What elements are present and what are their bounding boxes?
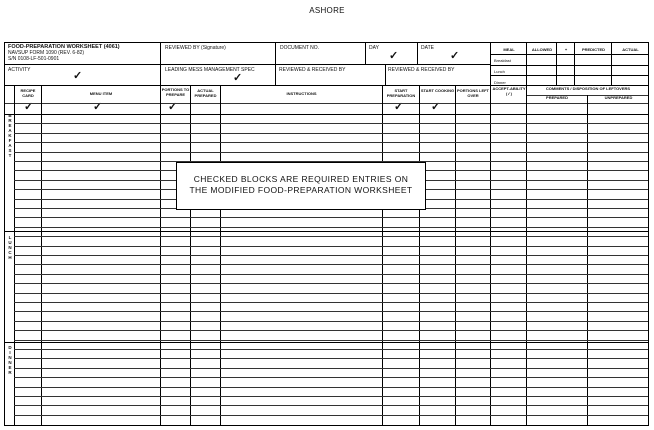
table-row [14, 133, 648, 134]
section-divider [5, 231, 648, 232]
meal-table-divider [574, 43, 575, 85]
table-row [14, 349, 648, 350]
table-row [14, 321, 648, 322]
meal-table-divider [611, 43, 612, 85]
date-check-mark: ✓ [450, 50, 460, 62]
checkmark-row-line [5, 114, 648, 115]
table-row [14, 217, 648, 218]
portions-to-prepare-header: PORTIONS TO PREPARE [161, 87, 190, 97]
serial-number: S/N 0108-LF-501-0901 [8, 56, 60, 62]
comments-sub-divider [587, 95, 588, 425]
dinner-section-label: D I N N E R [8, 345, 12, 375]
header-cell-divider [160, 43, 161, 64]
header-cell-divider [417, 43, 418, 64]
breakfast-section-label: B R E A K F A S T [8, 113, 12, 158]
column-header-line [5, 103, 648, 104]
food-preparation-worksheet [4, 42, 649, 426]
header-cell-divider [275, 43, 276, 64]
table-row [14, 227, 648, 228]
meal-header: MEAL [503, 47, 515, 52]
meal-row-lunch: Lunch [494, 69, 505, 74]
notice-line-1: CHECKED BLOCKS ARE REQUIRED ENTRIES ON [193, 174, 409, 184]
table-row [14, 405, 648, 406]
menu-item-check-mark: ✓ [93, 101, 103, 113]
allowed-header: ALLOWED [531, 47, 553, 52]
page-title: ASHORE [309, 6, 345, 15]
start-cooking-check-mark: ✓ [431, 101, 441, 113]
meal-table-divider [526, 43, 527, 85]
section-divider [5, 342, 648, 343]
table-row [14, 302, 648, 303]
start-preparation-header: START PREPARATION [386, 88, 416, 98]
start-cooking-header: START COOKING [420, 88, 455, 93]
document-no-label: DOCUMENT NO. [280, 45, 320, 51]
table-row [14, 330, 648, 331]
table-row [14, 152, 648, 153]
acceptability-header: ACCEPT-ABILITY (✓) [492, 86, 526, 96]
meal-row-breakfast: Breakfast [494, 58, 511, 63]
recipe-card-header: RECIPE CARD [20, 88, 36, 98]
table-row [14, 377, 648, 378]
instructions-header: INSTRUCTIONS [286, 91, 317, 96]
form-title: FOOD-PREPARATION WORKSHEET (4061) [8, 44, 120, 50]
table-row [14, 293, 648, 294]
start-preparation-check-mark: ✓ [394, 101, 404, 113]
meal-table-divider [556, 43, 557, 85]
table-row [14, 246, 648, 247]
table-row [14, 236, 648, 237]
notice-line-2: THE MODIFIED FOOD-PREPARATION WORKSHEET [189, 185, 413, 195]
table-row [14, 368, 648, 369]
portions-left-over-header: PORTIONS LEFT OVER [457, 88, 489, 98]
meal-table-divider [490, 43, 491, 85]
header-bottom-line [5, 85, 648, 86]
header-cell-divider [365, 43, 366, 64]
actual-header: ACTUAL [622, 47, 639, 52]
table-row [14, 142, 648, 143]
table-row [14, 123, 648, 124]
reviewed-received-2-label: REVIEWED & RECEIVED BY [388, 67, 455, 73]
table-row [14, 311, 648, 312]
table-row [14, 396, 648, 397]
table-row [14, 264, 648, 265]
recipe-card-check-mark: ✓ [24, 101, 34, 113]
day-label: DAY [369, 45, 379, 51]
table-row [14, 358, 648, 359]
reviewed-by-label: REVIEWED BY (Signature) [165, 45, 226, 51]
notice-box [176, 162, 426, 210]
predicted-header: PREDICTED [581, 47, 606, 52]
header-cell-divider [275, 64, 276, 85]
actual-prepared-header: ACTUAL PREPARED [194, 88, 217, 98]
form-number: NAVSUP FORM 1090 (REV. 6-82) [8, 50, 85, 56]
menu-item-header: MENU ITEM [89, 91, 113, 96]
activity-check-mark: ✓ [73, 70, 83, 82]
table-row [14, 340, 648, 341]
reviewed-received-1-label: REVIEWED & RECEIVED BY [279, 67, 346, 73]
table-row [14, 274, 648, 275]
meal-row-dinner: Dinner [494, 80, 506, 85]
header-cell-divider [160, 64, 161, 85]
prepared-header: PREPARED [546, 95, 568, 100]
leading-mess-label: LEADING MESS MANAGEMENT SPEC [165, 67, 255, 73]
table-row [14, 415, 648, 416]
table-row [14, 387, 648, 388]
portions-to-prepare-check-mark: ✓ [168, 101, 178, 113]
day-check-mark: ✓ [389, 50, 399, 62]
activity-label: ACTIVITY [8, 67, 31, 73]
header-divider [5, 64, 490, 65]
leading-mess-check-mark: ✓ [233, 72, 243, 84]
header-cell-divider [385, 64, 386, 85]
unprepared-header: UNPREPARED [604, 95, 633, 100]
plus-header: + [564, 47, 568, 52]
meal-table-line [490, 54, 648, 55]
comments-header: COMMENTS / DISPOSITION OF LEFTOVERS [545, 86, 631, 91]
table-row [14, 283, 648, 284]
lunch-section-label: L U N C H [8, 235, 12, 260]
date-label: DATE [421, 45, 434, 51]
meal-table-line [490, 65, 648, 66]
meal-table-line [490, 75, 648, 76]
table-row [14, 255, 648, 256]
